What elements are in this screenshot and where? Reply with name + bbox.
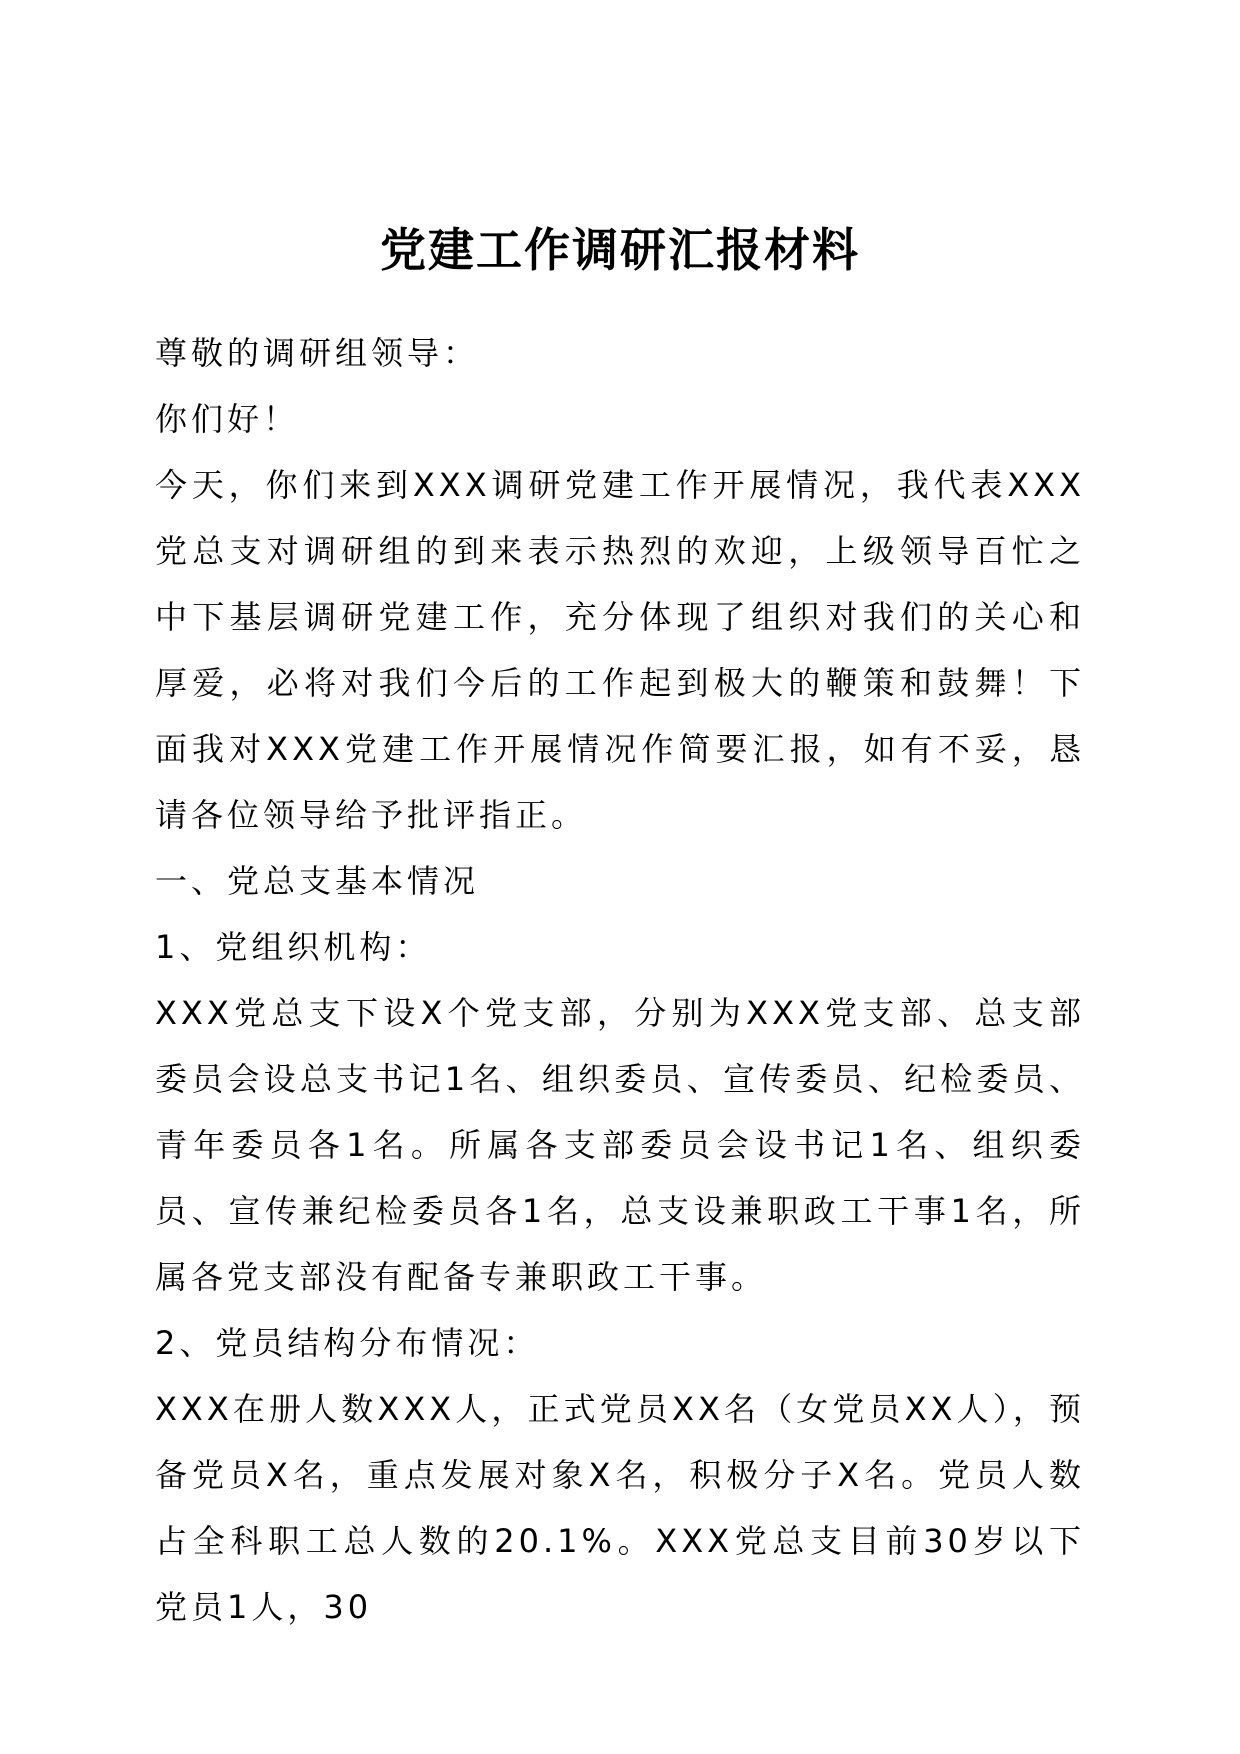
salutation: 尊敬的调研组领导： (155, 334, 480, 372)
subsection-heading-2: 2、党员结构分布情况： (155, 1324, 540, 1362)
organization-paragraph: XXX党总支下设X个党支部，分别为XXX党支部、总支部委员会设总支书记1名、组织委员、宣传委员、纪检委员、青年委员各1名。所属各支部委员会设书记1名、组织委员、宣传兼纪检委员各1名，总支设兼职政工干事1名，所属各党支部没有配备专兼职政工干事。 (155, 994, 1085, 1296)
intro-paragraph: 今天，你们来到XXX调研党建工作开展情况，我代表XXX党总支对调研组的到来表示热烈的欢迎，上级领导百忙之中下基层调研党建工作，充分体现了组织对我们的关心和厚爱，必将对我们今后的工作起到极大的鞭策和鼓舞！下面我对XXX党建工作开展情况作简要汇报，如有不妥，恳请各位领导给予批评指正。 (155, 466, 1085, 834)
document-title: 党建工作调研汇报材料 (380, 223, 860, 277)
member-structure-paragraph: XXX在册人数XXX人，正式党员XX名（女党员XX人），预备党员X名，重点发展对象X名，积极分子X名。党员人数占全科职工总人数的20.1%。XXX党总支目前30岁以下党员1人，30 (155, 1390, 1085, 1626)
subsection-heading-1: 1、党组织机构： (155, 928, 432, 966)
document-body (155, 320, 1085, 1640)
section-heading-1: 一、党总支基本情况 (155, 862, 480, 900)
greeting: 你们好！ (155, 400, 300, 438)
